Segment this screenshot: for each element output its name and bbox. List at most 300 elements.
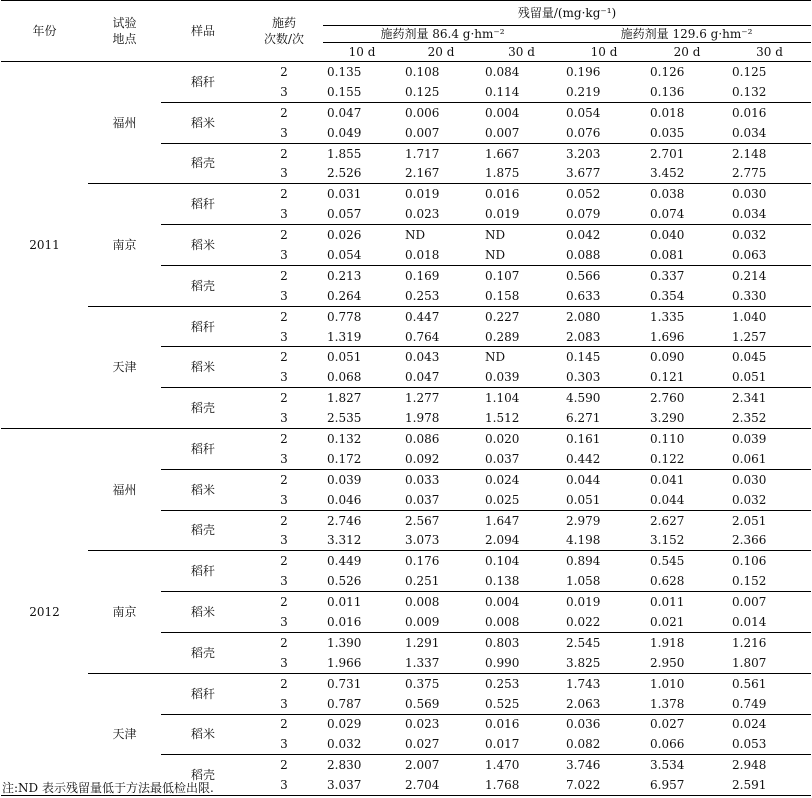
- times-cell: 2: [280, 717, 288, 732]
- residue-value-cell: 6.271: [562, 408, 646, 428]
- residue-value-cell: 0.731: [327, 676, 362, 691]
- residue-value-cell: 1.319: [323, 327, 401, 347]
- times-cell: 2: [280, 431, 288, 446]
- residue-value-cell: 0.227: [485, 309, 520, 324]
- sample-cell: 稻米: [161, 469, 245, 510]
- header-dose-low: 施药剂量 86.4 g·hm⁻²: [323, 26, 562, 43]
- header-day: 10 d: [323, 43, 401, 62]
- residue-value-cell: 0.289: [481, 327, 562, 347]
- residue-value-cell: 2.051: [732, 513, 767, 528]
- times-cell: 3: [245, 530, 323, 550]
- residue-value-cell: 0.027: [650, 717, 685, 732]
- residue-value-cell: 0.016: [485, 187, 520, 202]
- times-cell: 2: [280, 187, 288, 202]
- times-cell: 2: [280, 513, 288, 528]
- residue-value-cell: 0.046: [323, 490, 401, 510]
- residue-value-cell: 0.030: [732, 472, 767, 487]
- residue-value-cell: 0.121: [646, 367, 728, 387]
- residue-value-cell: 1.966: [323, 653, 401, 673]
- site-cell: 南京: [88, 551, 161, 673]
- table-row: [1, 62, 811, 82]
- times-cell: 3: [245, 490, 323, 510]
- residue-value-cell: 0.155: [323, 82, 401, 102]
- residue-value-cell: 3.825: [562, 653, 646, 673]
- table-footnote: 注:ND 表示残留量低于方法最低检出限.: [2, 781, 214, 795]
- residue-value-cell: 0.009: [401, 612, 481, 632]
- residue-value-cell: 0.054: [566, 105, 601, 120]
- residue-value-cell: 0.033: [405, 472, 440, 487]
- times-cell: 3: [245, 163, 323, 183]
- residue-value-cell: 0.024: [732, 717, 767, 732]
- times-cell: 2: [280, 64, 288, 79]
- residue-value-cell: 6.957: [646, 775, 728, 795]
- table-row: [1, 306, 811, 326]
- residue-value-cell: 0.039: [732, 431, 767, 446]
- residue-value-cell: 3.203: [566, 146, 601, 161]
- residue-value-cell: 1.390: [327, 635, 362, 650]
- residue-value-cell: 0.442: [562, 449, 646, 469]
- residue-value-cell: 0.894: [566, 554, 601, 569]
- header-sample: 样品: [161, 1, 245, 62]
- residue-value-cell: 0.044: [566, 472, 601, 487]
- sample-cell: 稻壳: [161, 510, 245, 551]
- residue-value-cell: 1.875: [481, 163, 562, 183]
- header-times: 施药 次数/次: [245, 1, 323, 62]
- residue-value-cell: 1.291: [405, 635, 440, 650]
- residue-value-cell: 1.696: [646, 327, 728, 347]
- residue-value-cell: 0.051: [562, 490, 646, 510]
- residue-value-cell: 2.591: [728, 775, 811, 795]
- residue-value-cell: 0.990: [481, 653, 562, 673]
- residue-value-cell: 0.011: [327, 595, 362, 610]
- site-cell: 福州: [88, 429, 161, 551]
- residue-value-cell: 0.037: [481, 449, 562, 469]
- residue-value-cell: 0.032: [728, 490, 811, 510]
- residue-value-cell: 0.264: [323, 286, 401, 306]
- residue-value-cell: 0.023: [401, 204, 481, 224]
- residue-value-cell: 0.337: [650, 268, 685, 283]
- residue-value-cell: 1.378: [646, 694, 728, 714]
- residue-value-cell: 2.094: [481, 530, 562, 550]
- residue-value-cell: 2.080: [566, 309, 601, 324]
- residue-value-cell: 0.449: [327, 554, 362, 569]
- residue-value-cell: 0.063: [728, 245, 811, 265]
- times-cell: 2: [280, 309, 288, 324]
- residue-value-cell: 1.918: [650, 635, 685, 650]
- residue-value-cell: 0.054: [323, 245, 401, 265]
- residue-value-cell: 0.778: [327, 309, 362, 324]
- residue-value-cell: 2.148: [732, 146, 767, 161]
- residue-value-cell: 0.176: [405, 554, 440, 569]
- times-cell: 3: [245, 694, 323, 714]
- residue-value-cell: 0.034: [728, 123, 811, 143]
- residue-value-cell: 0.106: [732, 554, 767, 569]
- residue-value-cell: 0.043: [405, 350, 440, 365]
- times-cell: 2: [280, 676, 288, 691]
- residue-value-cell: 0.566: [566, 268, 601, 283]
- residue-value-cell: 0.004: [485, 595, 520, 610]
- residue-value-cell: 0.024: [485, 472, 520, 487]
- residue-value-cell: 2.950: [646, 653, 728, 673]
- residue-value-cell: 3.534: [650, 758, 685, 773]
- residue-value-cell: 0.037: [401, 490, 481, 510]
- residue-value-cell: 0.057: [323, 204, 401, 224]
- times-cell: 2: [280, 350, 288, 365]
- site-cell: 天津: [88, 306, 161, 428]
- residue-value-cell: 0.135: [327, 64, 362, 79]
- header-day: 10 d: [562, 43, 646, 62]
- residue-value-cell: 0.052: [566, 187, 601, 202]
- times-cell: 3: [245, 449, 323, 469]
- residue-value-cell: 1.104: [485, 391, 520, 406]
- header-day: 30 d: [481, 43, 562, 62]
- residue-value-cell: 0.628: [646, 571, 728, 591]
- residue-value-cell: 0.035: [646, 123, 728, 143]
- residue-value-cell: 0.051: [728, 367, 811, 387]
- residue-value-cell: 3.152: [646, 530, 728, 550]
- residue-value-cell: 0.029: [327, 717, 362, 732]
- residue-value-cell: 0.107: [485, 268, 520, 283]
- residue-value-cell: 0.047: [401, 367, 481, 387]
- residue-value-cell: ND: [481, 245, 562, 265]
- residue-value-cell: 0.036: [566, 717, 601, 732]
- residue-value-cell: 0.019: [566, 595, 601, 610]
- residue-value-cell: 0.082: [562, 734, 646, 754]
- residue-value-cell: 0.158: [481, 286, 562, 306]
- residue-value-cell: 1.040: [732, 309, 767, 324]
- residue-table: [1, 0, 811, 796]
- residue-value-cell: 0.084: [485, 64, 520, 79]
- site-cell: 南京: [88, 184, 161, 306]
- residue-value-cell: 0.126: [650, 64, 685, 79]
- times-cell: 3: [245, 286, 323, 306]
- residue-value-cell: 0.032: [323, 734, 401, 754]
- times-cell: 3: [245, 734, 323, 754]
- residue-value-cell: 7.022: [562, 775, 646, 795]
- residue-value-cell: 1.768: [481, 775, 562, 795]
- times-cell: 3: [245, 408, 323, 428]
- residue-value-cell: 0.014: [728, 612, 811, 632]
- residue-value-cell: 0.041: [650, 472, 685, 487]
- sample-cell: 稻米: [161, 714, 245, 755]
- residue-value-cell: 0.086: [405, 431, 440, 446]
- residue-value-cell: 3.037: [323, 775, 401, 795]
- residue-value-cell: 0.044: [646, 490, 728, 510]
- residue-value-cell: 0.034: [728, 204, 811, 224]
- table-row: [1, 184, 811, 204]
- table-row: [1, 673, 811, 693]
- residue-value-cell: 0.569: [401, 694, 481, 714]
- residue-value-cell: 3.312: [323, 530, 401, 550]
- residue-value-cell: 0.132: [728, 82, 811, 102]
- times-cell: 2: [280, 228, 288, 243]
- residue-value-cell: 3.746: [566, 758, 601, 773]
- residue-value-cell: 0.007: [401, 123, 481, 143]
- residue-value-cell: 0.051: [327, 350, 362, 365]
- residue-value-cell: 1.058: [562, 571, 646, 591]
- residue-value-cell: 0.138: [481, 571, 562, 591]
- residue-value-cell: 0.039: [481, 367, 562, 387]
- residue-value-cell: 0.007: [481, 123, 562, 143]
- residue-value-cell: 0.053: [728, 734, 811, 754]
- residue-value-cell: 2.366: [728, 530, 811, 550]
- residue-value-cell: 0.004: [485, 105, 520, 120]
- residue-value-cell: 2.979: [566, 513, 601, 528]
- residue-value-cell: 1.277: [405, 391, 440, 406]
- residue-value-cell: 1.978: [401, 408, 481, 428]
- residue-value-cell: 0.561: [732, 676, 767, 691]
- residue-value-cell: 0.161: [566, 431, 601, 446]
- sample-cell: 稻壳: [161, 632, 245, 673]
- sample-cell: 稻壳: [161, 755, 245, 796]
- residue-value-cell: 0.125: [401, 82, 481, 102]
- residue-value-cell: 0.114: [481, 82, 562, 102]
- site-cell: 福州: [88, 62, 161, 184]
- residue-value-cell: 2.526: [323, 163, 401, 183]
- residue-value-cell: 0.074: [646, 204, 728, 224]
- residue-value-cell: 0.040: [650, 228, 685, 243]
- residue-value-cell: 0.633: [562, 286, 646, 306]
- residue-value-cell: 2.535: [323, 408, 401, 428]
- residue-value-cell: 2.760: [650, 391, 685, 406]
- times-cell: 2: [280, 105, 288, 120]
- residue-value-cell: 1.010: [650, 676, 685, 691]
- residue-value-cell: 0.447: [405, 309, 440, 324]
- residue-value-cell: 0.047: [327, 105, 362, 120]
- residue-value-cell: 0.526: [323, 571, 401, 591]
- residue-value-cell: 0.008: [405, 595, 440, 610]
- header-residue: 残留量/(mg·kg⁻¹): [323, 1, 811, 26]
- times-cell: 3: [245, 123, 323, 143]
- sample-cell: 稻秆: [161, 62, 245, 103]
- sample-cell: 稻秆: [161, 429, 245, 470]
- times-cell: 3: [245, 775, 323, 795]
- residue-value-cell: 0.049: [323, 123, 401, 143]
- residue-value-cell: 0.145: [566, 350, 601, 365]
- times-cell: 2: [280, 595, 288, 610]
- residue-value-cell: 0.039: [327, 472, 362, 487]
- residue-value-cell: 0.525: [481, 694, 562, 714]
- header-site: 试验 地点: [88, 1, 161, 62]
- header-day: 30 d: [728, 43, 811, 62]
- year-cell: 2012: [1, 429, 88, 796]
- residue-value-cell: 0.090: [650, 350, 685, 365]
- residue-value-cell: ND: [485, 350, 506, 365]
- residue-value-cell: 0.104: [485, 554, 520, 569]
- residue-value-cell: 0.022: [562, 612, 646, 632]
- residue-value-cell: 1.470: [485, 758, 520, 773]
- sample-cell: 稻壳: [161, 388, 245, 429]
- residue-value-cell: 0.016: [732, 105, 767, 120]
- header-day: 20 d: [646, 43, 728, 62]
- residue-value-cell: 0.110: [650, 431, 685, 446]
- residue-value-cell: 0.172: [323, 449, 401, 469]
- residue-value-cell: 0.026: [327, 228, 362, 243]
- residue-value-cell: 2.948: [732, 758, 767, 773]
- times-cell: 2: [280, 391, 288, 406]
- residue-value-cell: 2.341: [732, 391, 767, 406]
- table-header: [1, 1, 811, 62]
- times-cell: 2: [280, 758, 288, 773]
- residue-value-cell: 0.061: [728, 449, 811, 469]
- residue-value-cell: 0.108: [405, 64, 440, 79]
- residue-value-cell: 0.219: [562, 82, 646, 102]
- residue-value-cell: 0.122: [646, 449, 728, 469]
- residue-value-cell: 0.011: [650, 595, 685, 610]
- sample-cell: 稻米: [161, 225, 245, 266]
- residue-value-cell: 0.081: [646, 245, 728, 265]
- residue-value-cell: 0.787: [323, 694, 401, 714]
- times-cell: 2: [280, 554, 288, 569]
- residue-value-cell: 0.213: [327, 268, 362, 283]
- residue-value-cell: 0.020: [485, 431, 520, 446]
- residue-value-cell: 0.021: [646, 612, 728, 632]
- residue-value-cell: 0.169: [405, 268, 440, 283]
- residue-value-cell: 0.076: [562, 123, 646, 143]
- residue-value-cell: 0.066: [646, 734, 728, 754]
- residue-value-cell: 0.019: [405, 187, 440, 202]
- times-cell: 2: [280, 268, 288, 283]
- table-row: [1, 429, 811, 449]
- residue-value-cell: 0.764: [401, 327, 481, 347]
- residue-value-cell: 1.717: [405, 146, 440, 161]
- times-cell: 2: [280, 635, 288, 650]
- residue-value-cell: 0.354: [646, 286, 728, 306]
- residue-value-cell: 2.567: [405, 513, 440, 528]
- residue-value-cell: 0.545: [650, 554, 685, 569]
- residue-value-cell: 0.016: [323, 612, 401, 632]
- residue-value-cell: 0.196: [566, 64, 601, 79]
- residue-value-cell: 1.257: [728, 327, 811, 347]
- residue-value-cell: 1.667: [485, 146, 520, 161]
- residue-value-cell: 0.007: [732, 595, 767, 610]
- residue-value-cell: 0.092: [401, 449, 481, 469]
- residue-value-cell: ND: [485, 228, 506, 243]
- residue-value-cell: 2.167: [401, 163, 481, 183]
- residue-value-cell: 0.017: [481, 734, 562, 754]
- residue-value-cell: 1.647: [485, 513, 520, 528]
- residue-value-cell: 2.704: [401, 775, 481, 795]
- sample-cell: 稻秆: [161, 673, 245, 714]
- header-day: 20 d: [401, 43, 481, 62]
- residue-value-cell: 2.701: [650, 146, 685, 161]
- residue-value-cell: 0.006: [405, 105, 440, 120]
- residue-value-cell: 1.807: [728, 653, 811, 673]
- residue-value-cell: 0.251: [401, 571, 481, 591]
- times-cell: 2: [280, 472, 288, 487]
- times-cell: 3: [245, 82, 323, 102]
- times-cell: 3: [245, 612, 323, 632]
- residue-value-cell: 4.198: [562, 530, 646, 550]
- residue-value-cell: 0.303: [562, 367, 646, 387]
- residue-value-cell: 0.136: [646, 82, 728, 102]
- sample-cell: 稻米: [161, 102, 245, 143]
- residue-value-cell: 2.083: [562, 327, 646, 347]
- residue-value-cell: 0.008: [481, 612, 562, 632]
- sample-cell: 稻秆: [161, 551, 245, 592]
- times-cell: 3: [245, 204, 323, 224]
- sample-cell: 稻米: [161, 347, 245, 388]
- times-cell: 3: [245, 571, 323, 591]
- residue-value-cell: 0.031: [327, 187, 362, 202]
- residue-value-cell: 2.830: [327, 758, 362, 773]
- residue-value-cell: 0.214: [732, 268, 767, 283]
- residue-value-cell: 0.088: [562, 245, 646, 265]
- residue-value-cell: 2.746: [327, 513, 362, 528]
- residue-value-cell: 3.073: [401, 530, 481, 550]
- residue-value-cell: 1.216: [732, 635, 767, 650]
- table-row: [1, 551, 811, 571]
- residue-value-cell: 0.253: [401, 286, 481, 306]
- sample-cell: 稻壳: [161, 265, 245, 306]
- residue-value-cell: 0.023: [405, 717, 440, 732]
- residue-value-cell: 0.125: [732, 64, 767, 79]
- site-cell: 天津: [88, 673, 161, 795]
- sample-cell: 稻米: [161, 592, 245, 633]
- residue-value-cell: 2.352: [728, 408, 811, 428]
- residue-value-cell: 3.452: [646, 163, 728, 183]
- residue-value-cell: 0.132: [327, 431, 362, 446]
- residue-value-cell: 0.253: [485, 676, 520, 691]
- residue-value-cell: 0.749: [728, 694, 811, 714]
- residue-value-cell: 0.032: [732, 228, 767, 243]
- residue-value-cell: 3.290: [646, 408, 728, 428]
- year-cell: 2011: [1, 62, 88, 429]
- residue-value-cell: 0.042: [566, 228, 601, 243]
- residue-value-cell: 1.337: [401, 653, 481, 673]
- header-dose-high: 施药剂量 129.6 g·hm⁻²: [562, 26, 811, 43]
- residue-value-cell: 2.775: [728, 163, 811, 183]
- times-cell: 3: [245, 327, 323, 347]
- residue-value-cell: 1.743: [566, 676, 601, 691]
- residue-value-cell: 4.590: [566, 391, 601, 406]
- residue-value-cell: 0.038: [650, 187, 685, 202]
- residue-value-cell: 2.627: [650, 513, 685, 528]
- residue-value-cell: 2.007: [405, 758, 440, 773]
- header-year: 年份: [1, 1, 88, 62]
- residue-value-cell: 3.677: [562, 163, 646, 183]
- residue-value-cell: 0.330: [728, 286, 811, 306]
- residue-value-cell: 0.018: [650, 105, 685, 120]
- residue-value-cell: 1.335: [650, 309, 685, 324]
- residue-value-cell: 1.827: [327, 391, 362, 406]
- times-cell: 3: [245, 653, 323, 673]
- residue-value-cell: 0.068: [323, 367, 401, 387]
- times-cell: 3: [245, 245, 323, 265]
- residue-value-cell: 0.019: [481, 204, 562, 224]
- residue-value-cell: ND: [405, 228, 426, 243]
- residue-value-cell: 0.079: [562, 204, 646, 224]
- residue-value-cell: 0.152: [728, 571, 811, 591]
- residue-value-cell: 0.803: [485, 635, 520, 650]
- sample-cell: 稻壳: [161, 143, 245, 184]
- residue-value-cell: 1.855: [327, 146, 362, 161]
- residue-value-cell: 0.375: [405, 676, 440, 691]
- table-body: [1, 62, 811, 796]
- residue-value-cell: 0.018: [401, 245, 481, 265]
- residue-value-cell: 0.025: [481, 490, 562, 510]
- times-cell: 2: [280, 146, 288, 161]
- sample-cell: 稻秆: [161, 306, 245, 347]
- residue-value-cell: 0.027: [401, 734, 481, 754]
- sample-cell: 稻秆: [161, 184, 245, 225]
- residue-value-cell: 0.030: [732, 187, 767, 202]
- residue-value-cell: 1.512: [481, 408, 562, 428]
- residue-value-cell: 2.063: [562, 694, 646, 714]
- residue-value-cell: 2.545: [566, 635, 601, 650]
- residue-value-cell: 0.045: [732, 350, 767, 365]
- residue-value-cell: 0.016: [485, 717, 520, 732]
